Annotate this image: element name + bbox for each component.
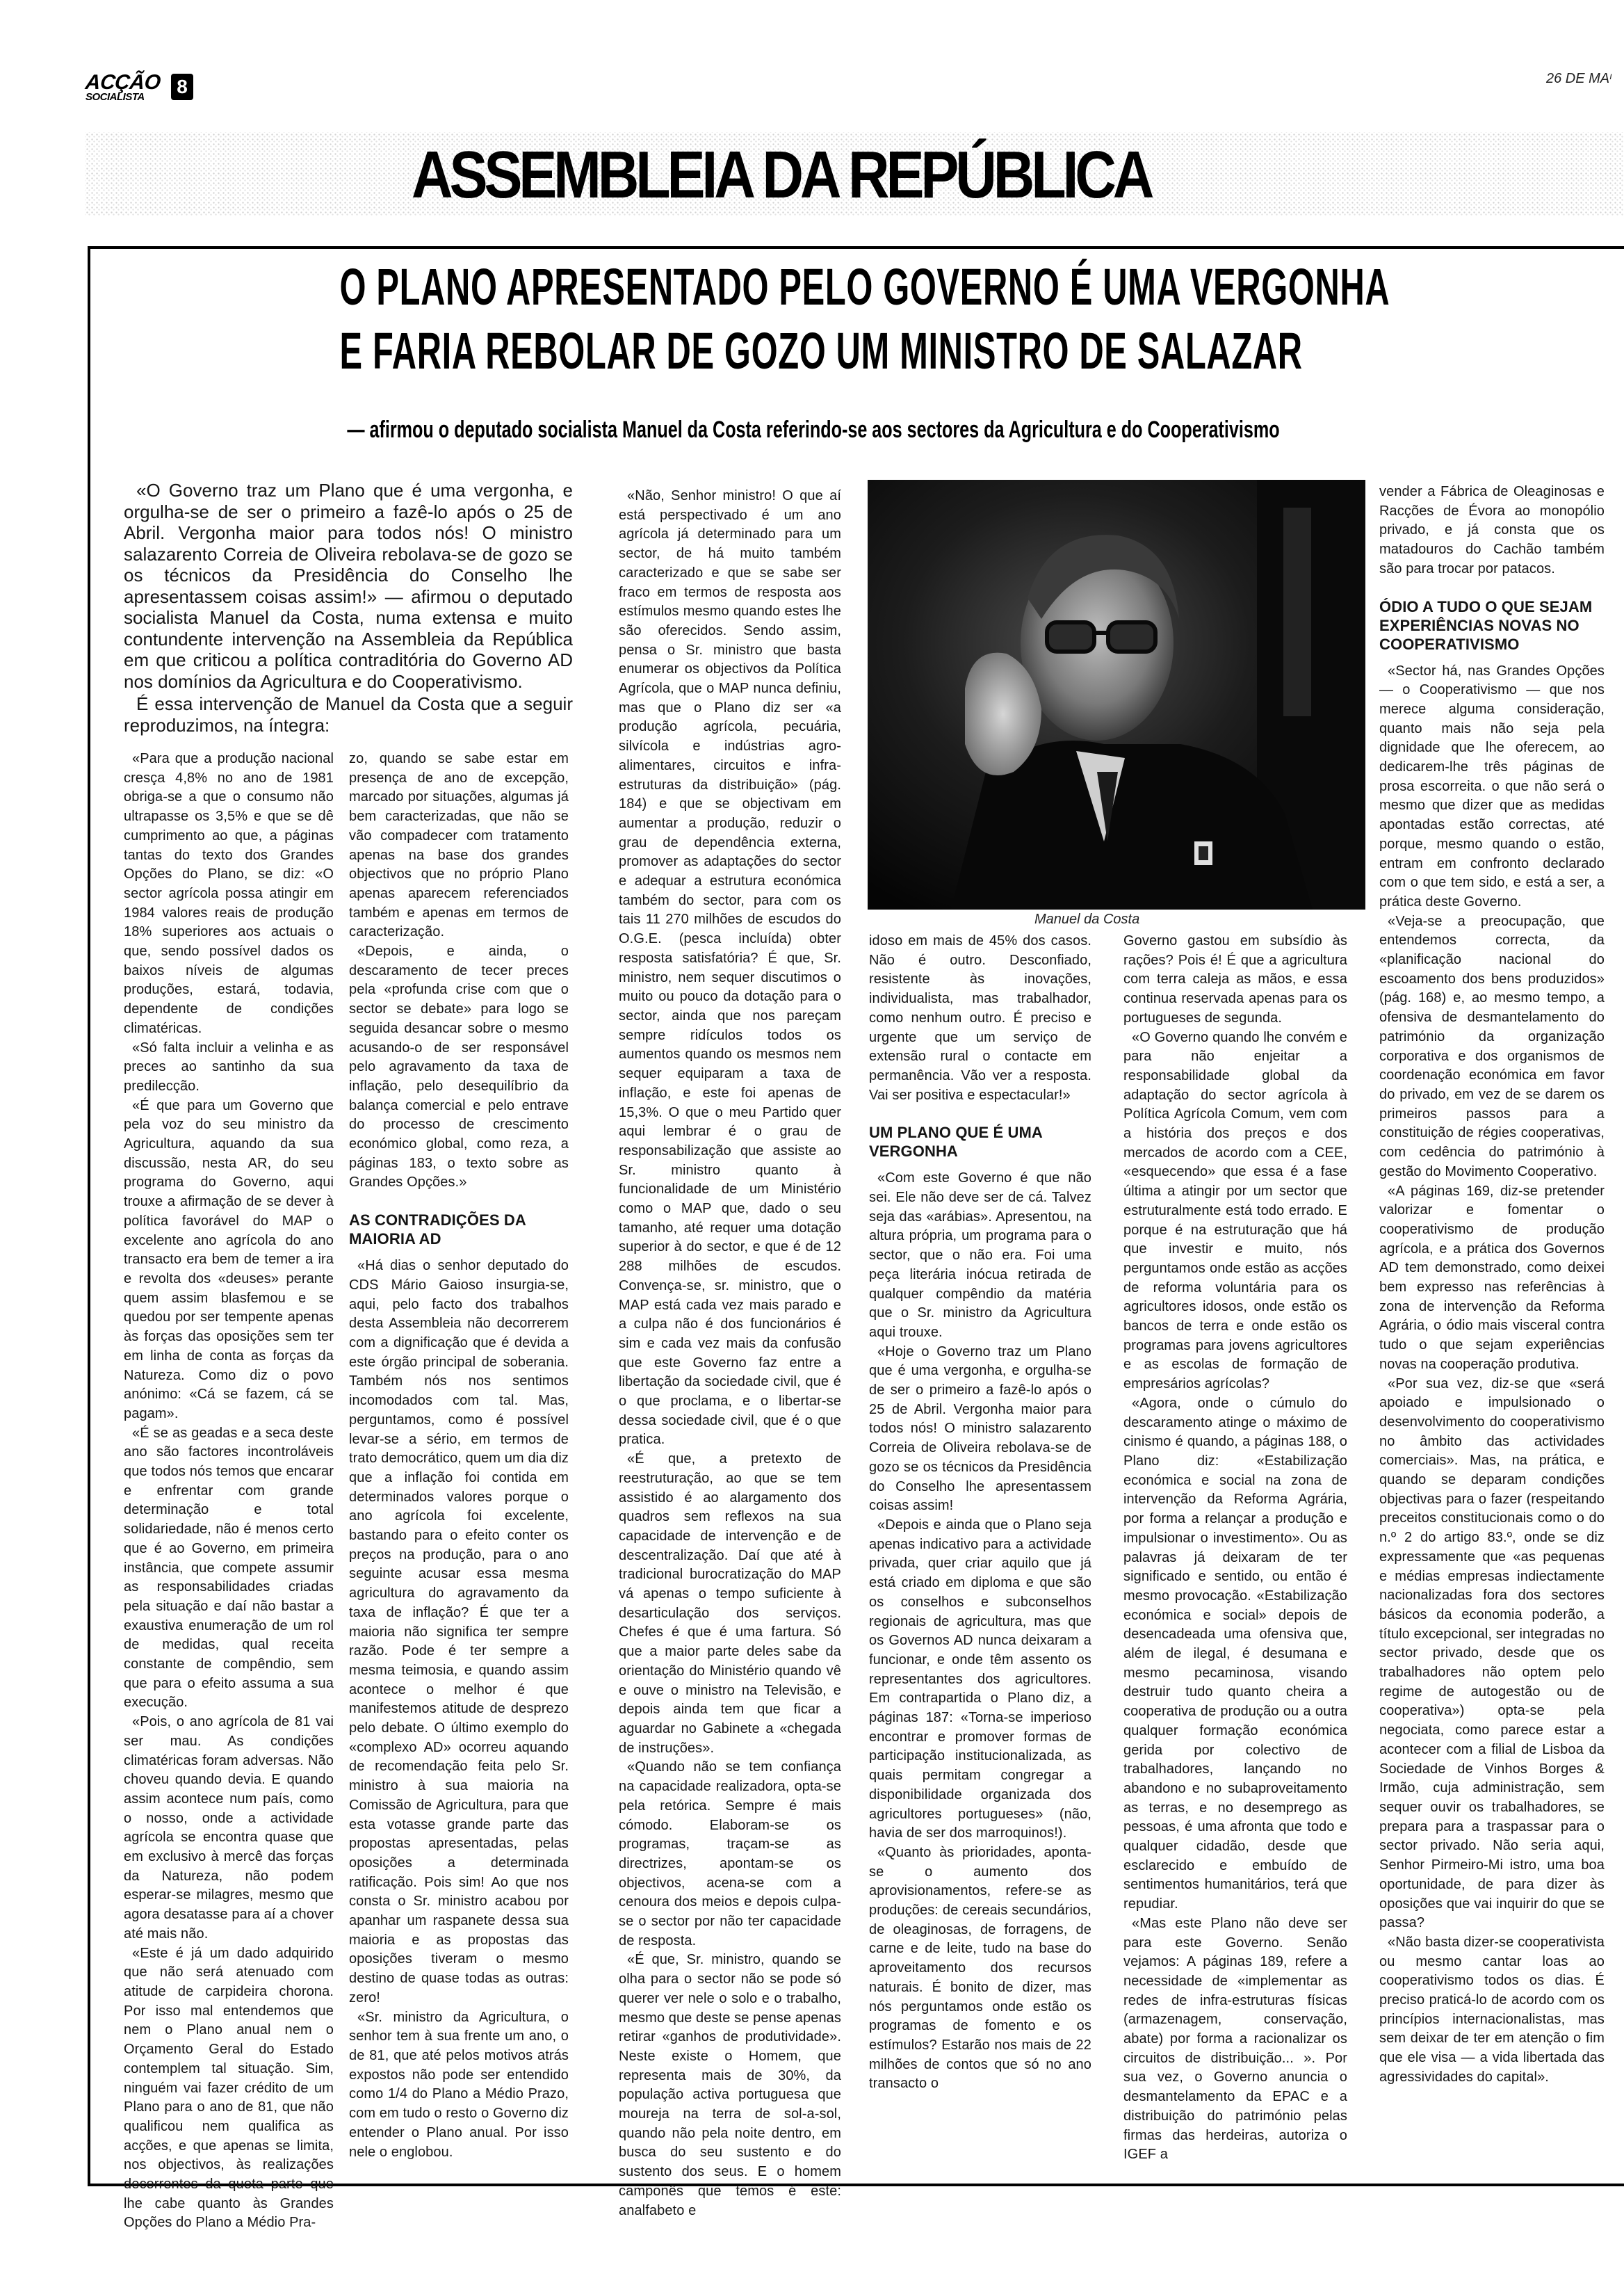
article-paragraph: «Quanto às prioridades, aponta-se o aumento dos aprovisionamentos, refere-se as produções: de cereais secundários, de oleaginosas, de forragens, de carne e de leite, tudo na base do aproveitamento dos recursos naturais. É bonito de dizer, mas nós perguntamos onde estão os programas de fomento e os estímulos? Estarão nos mais de 22 milhões de contos que só no ano transacto o (869, 1844, 1091, 2092)
article-paragraph: «É que para um Governo que pela voz do seu ministro da Agricultura, aquando da sua discussão, nesta AR, do seu programa do Governo, aqui trouxe a afirmação de se dever à política favorável do MAP o excelente ano agrícola do ano transacto era bem de temer a ira e revolta dos «deuses» perante quem assim blasfemou e se quedou por ser tempente apenas às forças das oposições sem ter em linha de conta as forças da Natureza. Como diz o povo anónimo: «Cá se fazem, cá se pagam». (124, 1097, 334, 1421)
article-paragraph: «Agora, onde o cúmulo do descaramento atinge o máximo de cinismo é quando, a páginas 188, o Plano diz: «Estabilização económica e social na zona de intervenção da Reforma Agrária, por forma a relançar a produção e impulsionar o investimento». Ou as palavras já deixaram de ter significado e sentido, ou então é mesmo provocação. «Estabilização económica e social» depois de desencadeada uma ofensiva que, além de ilegal, é desumana e mesmo pecaminosa, visando destruir tudo quanto cheira a cooperativa de produção ou a outra qualquer formação económica gerida por colectivo de trabalhadores, lançando no abandono e no subaproveitamento as terras, e no desemprego as pessoas, é uma afronta que todo e qualquer cidadão, desde que esclarecido e embuído de sentimentos humanitários, terá que repudiar. (1123, 1395, 1347, 1912)
article-paragraph: «Este é já um dado adquirido que não será atenuado com atitude de carpideira chorona. Por isso mal entendemos que nem o Plano anual nem o Orçamento Geral do Estado contemplem tal situação. Sim, ninguém vai fazer crédito de um Plano para o ano de 81, que não qualificou nem qualifica as acções, e que apenas se limita, nos objectivos, às realizações decorrentes da quota parte que lhe cabe quanto às Grandes Opções do Plano a Médio Pra- (124, 1945, 334, 2231)
article-paragraph: «Hoje o Governo traz um Plano que é uma vergonha, e orgulha-se de ser o primeiro a fazê-lo após o 25 de Abril. Vergonha maior para todos nós! O ministro salazarento Correia de Oliveira rebolava-se de gozo se os técnicos da Presidência do Conselho lhe apresentassem coisas assim! (869, 1343, 1091, 1514)
headline-line-2: E FARIA REBOLAR DE GOZO UM MINISTRO DE SALAZAR (339, 322, 1303, 380)
issue-date: 26 DE MAᶦ (1546, 71, 1611, 86)
page-number: 8 (177, 76, 188, 97)
article-paragraph: «Só falta incluir a velinha e as preces ao santinho da sua predilecção. (124, 1040, 334, 1094)
article-column-4 (869, 932, 1091, 2094)
article-column-3 (619, 487, 841, 2220)
subheadline: — afirmou o deputado socialista Manuel da Costa referindo-se aos sectores da Agricultura e do Cooperativismo (347, 417, 1280, 443)
article-paragraph: Governo gastou em subsídio às rações? Pois é! É que a agricultura com terra caleja as mãos, e essa continua reservada apenas para os portugueses de segunda. (1123, 933, 1347, 1026)
masthead (82, 68, 1624, 124)
article-paragraph: «É que, a pretexto de reestruturação, ao que se tem assistido é ao alargamento dos quadros sem reflexos na sua capacidade de intervenção e de descentralização. Daí que até à tradicional burocratização do MAP vá apenas o tempo suficiente à desarticulação dos serviços. Chefes é que é uma fartura. Só que a maior parte deles sabe da orientação do Ministério quando vê e ouve o ministro na Televisão, e depois ainda tem que ficar a aguardar no Gabinete a «chegada de instruções». (619, 1451, 841, 1756)
article-paragraph: vender a Fábrica de Oleaginosas e Racções de Évora ao monopólio privado, e já consta que os matadouros do Cachão também são para trocar por patacos. (1379, 484, 1605, 576)
logo-word-socialista: SOCIALISTA (86, 91, 145, 103)
article-paragraph: «Mas este Plano não deve ser para este Governo. Senão vejamos: A páginas 189, refere a necessidade de «implementar as redes de infra-estruturas físicas (armazenagem, conservação, abate) por forma a racionalizar os circuitos de distribuição... ». Por sua vez, o Governo anuncia o desmantelamento da EPAC e a distribuição do património pelas firmas das herdeiras, autoriza o IGEF a (1123, 1915, 1347, 2163)
subheading-contradicoes: AS CONTRADIÇÕES DA MAIORIA AD (349, 1211, 526, 1248)
logo-word-accao: ACÇÃO (84, 71, 162, 94)
masthead-logo (86, 72, 161, 102)
section-title: ASSEMBLEIA DA REPÚBLICA (412, 138, 1151, 212)
section-banner (85, 132, 1624, 216)
article-paragraph: «Veja-se a preocupação, que entendemos correcta, da «planificação nacional do escoamento dos bens produzidos» (pág. 168) e, ao mesmo tempo, a ofensiva de desmantelamento do património da organização corporativa e dos organismos de coordenação económica em favor do privado, em vez de se darem os primeiros passos para a constituição de régies cooperativas, com cedência do património à gestão do Movimento Cooperativo. (1379, 913, 1605, 1179)
headline (97, 256, 1522, 382)
article-paragraph: «Com este Governo é que não sei. Ele não deve ser de cá. Talvez seja das «arábias». Apresentou, na altura própria, um programa para o sector, que o não era. Foi uma peça literária inócua retirada de qualquer compêndio da matéria que o Sr. ministro da Agricultura aqui trouxe. (869, 1170, 1091, 1340)
article-paragraph: «Sr. ministro da Agricultura, o senhor tem à sua frente um ano, o de 81, que até pelos motivos atrás expostos não pode ser entendido como 1/4 do Plano a Médio Prazo, com em tudo o resto o Governo diz entender o Plano anual. Por isso nele o englobou. (349, 2009, 569, 2160)
article-paragraph: «É se as geadas e a seca deste ano são factores incontroláveis que todos nós temos que encarar e enfrentar com grande determinação e total solidariedade, não é menos certo que é ao Governo, em primeira instância, que compete assumir as responsabilidades criadas pela situação e daí não bastar a exaustiva enumeração de um rol de medidas, qual receita constante de compêndio, sem que para o efeito assuma a sua execução. (124, 1425, 334, 1711)
headline-line-1: O PLANO APRESENTADO PELO GOVERNO É UMA VERGONHA (339, 258, 1390, 316)
article-paragraph: «O Governo quando lhe convém e para não enjeitar a responsabilidade global da adaptação do sector agrícola à Política Agrícola Comum, vem com a história dos preços e dos mercados de acordo com a CEE, «esquecendo» que essa é a fase última a atingir por um sector que estruturalmente está todo errado. E porque é na estruturação que há que investir e muito, nós perguntamos onde estão as acções de reforma voluntária para os agricultores idosos, onde estão os bancos de terra e onde estão os programas para jovens agricultores e as escolas de formação de empresários agrícolas? (1123, 1029, 1347, 1392)
article-paragraph: zo, quando se sabe estar em presença de ano de excepção, marcado por situações, algumas já bem caracterizadas, que não se vão compadecer com tratamento apenas na base dos grandes objectivos que no próprio Plano apenas aparecem referenciados também e apenas em termos de caracterização. (349, 751, 569, 940)
article-paragraph: «Por sua vez, diz-se que «será apoiado e impulsionado o desenvolvimento do cooperativismo no âmbito das actividades comerciais». Mas, na prática, e quando se deparam condições objectivas para o fazer (respeitando preceitos constitucionais como o do n.º 2 do artigo 83.º, onde se diz expressamente que «as pequenas e médias empresas indiectamente nacionalizadas fora dos sectores básicos da economia poderão, a título excepcional, ser integradas no sector privado, desde que os trabalhadores não optem pelo regime de autogestão ou de cooperativa») opta-se pela negociata, como parece estar a acontecer com a filial de Lisboa da Sociedade de Vinhos Borges & Irmão, cuja administração, sem sequer ouvir os trabalhadores, se prepara para a traspassar para o sector privado. Não seria aqui, Senhor Pirmeiro-Mi istro, uma boa oportunidade, de para dizer às oposições que vai inquirir do que se passa? (1379, 1375, 1605, 1931)
article-paragraph: «Depois, e ainda, o descaramento de tecer preces pela «profunda crise com que o sector se debate» para logo se seguida desancar sobre o mesmo acusando-o de ser responsável pelo agravamento da taxa de inflação, pelo desequilíbrio da balança comercial e pelo entrave do processo de crescimento económico global, como reza, a páginas 183, o texto sobre as Grandes Opções.» (349, 944, 569, 1191)
article-column-2 (349, 750, 569, 2162)
article-column-1 (124, 750, 334, 2233)
page-number-badge (171, 74, 193, 100)
article-paragraph: «Há dias o senhor deputado do CDS Mário Gaioso insurgia-se, aqui, pelo facto dos trabalhos desta Assembleia não decorrerem com a dignificação que é devida a este órgão principal de soberania. Também nós nos sentimos incomodados com tal. Mas, perguntamos, como é possível levar-se a sério, em termos de trato democrático, quem um dia diz que a inflação foi contida em determinados valores porque o ano agrícola foi excelente, bastando para o efeito conter os preços na produção, para o ano seguinte acusar essa mesma agricultura do agravamento da taxa de inflação? É que ter a maioria não significa ter sempre razão. Pode é ter sempre a mesma teimosia, e quando assim acontece o melhor é que manifestemos atitude de desprezo pelo debate. O último exemplo do «complexo AD» ocorreu aquando de recomendação feita pelo Sr. ministro à sua maioria na Comissão de Agricultura, para que esta votasse grande parte das propostas apresentadas, pelas oposições a determinada ratificação. Pois sim! Ao que nos consta o Sr. ministro acabou por apanhar um raspanete dessa sua maioria e as propostas das oposições tiveram o mesmo destino de quase todas as outras: zero! (349, 1258, 569, 2006)
article-paragraph: «A páginas 169, diz-se pretender valorizar e fomentar o cooperativismo de produção agrícola, e a prática dos Governos AD tem demonstrado, como deixei bem expresso nas referências à zona de intervenção da Reforma Agrária, o ódio mais visceral contra tudo o que sejam experiências novas na cooperação produtiva. (1379, 1183, 1605, 1372)
article-paragraph: «Não basta dizer-se cooperativista ou mesmo cantar loas ao cooperativismo todos os dias. É preciso praticá-lo de acordo com os princípios internacionalistas, mas sem deixar de ter em atenção o fim que ele visa — a vida libertada das agressividades do capital». (1379, 1934, 1605, 2085)
portrait-photo-image (868, 480, 1365, 910)
subheading-odio: ÓDIO A TUDO O QUE SEJAM EXPERIÊNCIAS NOVAS NO COOPERATIVISMO (1379, 597, 1593, 653)
article-paragraph: «Para que a produção nacional cresça 4,8% no ano de 1981 obriga-se a que o consumo não ultrapasse os 3,5% e que se dê cumprimento ao que, a páginas tantas do texto dos Grandes Opções do Plano, se diz: «O sector agrícola possa atingir em 1984 valores reais de produção 18% superiores aos actuais o que, sendo possível dados os baixos níveis de algumas produções, estará, todavia, dependente de condições climatéricas. (124, 751, 334, 1036)
article-column-6 (1379, 483, 1605, 2088)
subheading-vergonha: UM PLANO QUE É UMA VERGONHA (869, 1124, 1043, 1161)
article-paragraph: «Sector há, nas Grandes Opções — o Cooperativismo — que nos merece alguma consideração, quanto mais não seja pela dignidade que lhe oferecem, ao dedicarem-lhe três páginas de prosa escorreita. o que não será o mesmo que dizer que as medidas apontadas estão correctas, até porque, mesmo quando o estão, entram em confronto declarado com o que tem sido, e está a ser, a prática deste Governo. (1379, 663, 1605, 910)
article-paragraph: idoso em mais de 45% dos casos. Não é outro. Desconfiado, resistente às inovações, individualista, mas trabalhador, como nenhum outro. É preciso e urgente que um serviço de extensão rural o contacte em permanência. Vão ver a resposta. Vai ser positiva e espectacular!» (869, 933, 1091, 1103)
lead-paragraph-1: «O Governo traz um Plano que é uma vergonha, e orgulha-se de ser o primeiro a fazê-lo após o 25 de Abril. Vergonha maior para todos nós! O ministro salazarento Correia de Oliveira rebolava-se de gozo se os técnicos da Presidência do Conselho lhe apresentassem coisas assim!» — afirmou o deputado socialista Manuel da Costa, numa extensa e muito contundente intervenção na Assembleia da República em que criticou a política contraditória do Governo AD nos domínios da Agricultura e do Cooperativismo. (124, 480, 573, 692)
article-paragraph: «Quando não se tem confiança na capacidade realizadora, opta-se pela retórica. Sempre é mais cómodo. Elaboram-se os programas, traçam-se as directrizes, apontam-se os objectivos, acena-se com a cenoura dos meios e depois culpa-se o sector por não ter capacidade de resposta. (619, 1759, 841, 1948)
portrait-photo (868, 480, 1365, 910)
article-paragraph: «Não, Senhor ministro! O que aí está perspectivado é um ano agrícola já determinado para um sector, de há muito também caracterizado e que se sabe ser fraco em termos de resposta aos estímulos mesmo quando estes lhe são oferecidos. Sendo assim, pensa o Sr. ministro que basta enumerar os objectivos da Política Agrícola, que o MAP nunca definiu, mas que o Plano diz ser «a produção agrícola, pecuária, silvícola e indústrias agro-alimentares, circuitos e infra-estruturas da distribuição» (pág. 184) e que se objectivam em aumentar a produção, reduzir o grau de dependência externa, promover as adaptações do sector e adequar a estrutura económica também do sector, para com os tais 11 270 milhões de escudos do O.G.E. (pesca incluída) obter resposta satisfatória? É que, Sr. ministro, nem sequer discutimos o muito ou pouco da dotação para o sector, ainda que nos pareçam sempre ridículos todos os aumentos quando os mesmos nem sequer equiparam a taxa de inflação, e este foi apenas de 15,3%. O que o meu Partido quer aqui lembrar é o grau de responsabilização que assiste ao Sr. ministro quanto à funcionalidade de um Ministério como o MAP que, dado o seu tamanho, até requer uma dotação superior à do sector, e que é de 12 288 milhões de escudos. Convença-se, sr. ministro, que o MAP está cada vez mais parado e a culpa não é dos funcionários é sim e cada vez mais da confusão que este Governo faz entre a libertação da sociedade civil, que é o que proclama, e o libertar-se dessa sociedade civil, que é o que pratica. (619, 488, 841, 1448)
article-paragraph: «É que, Sr. ministro, quando se olha para o sector não se pode só querer ver nele o solo e o trabalho, mesmo que deste se pense apenas retirar «ganhos de produtividade». Neste existe o Homem, que representa mais de 30%, da população activa portuguesa que moureja na terra de sol-a-sol, quando não pela noite dentro, em busca do seu sustento e do sustento dos seus. E o homem camponês que temos é este: analfabeto e (619, 1952, 841, 2218)
photo-caption: Manuel da Costa (1034, 912, 1140, 927)
article-paragraph: «Pois, o ano agrícola de 81 vai ser mau. As condições climatéricas foram adversas. Não choveu quando devia. E quando assim acontece num país, como o nosso, onde a actividade agrícola se encontra quase que em exclusivo à mercê das forças da Natureza, não podem esperar-se milagres, mesmo que agora desatasse para aí a chover até mais não. (124, 1714, 334, 1942)
article-paragraph: «Depois e ainda que o Plano seja apenas indicativo para a actividade privada, quer criar aquilo que já está criado em diploma e que são os conselhos e subconselhos regionais de agricultura, mas que os Governos AD nunca deixaram a funcionar, e onde têm assento os representantes dos agricultores. Em contrapartida o Plano diz, a páginas 187: «Torna-se imperioso encontrar e promover formas de participação institucionalizada, as quais permitam congregar a disponibilidade organizada dos agricultores portugueses» (não, havia de ser dos marroquinos!). (869, 1517, 1091, 1841)
article-column-5 (1123, 932, 1347, 2165)
lead-paragraph-2: É essa intervenção de Manuel da Costa que a seguir reproduzimos, na íntegra: (124, 693, 573, 736)
lead-text (124, 480, 573, 736)
